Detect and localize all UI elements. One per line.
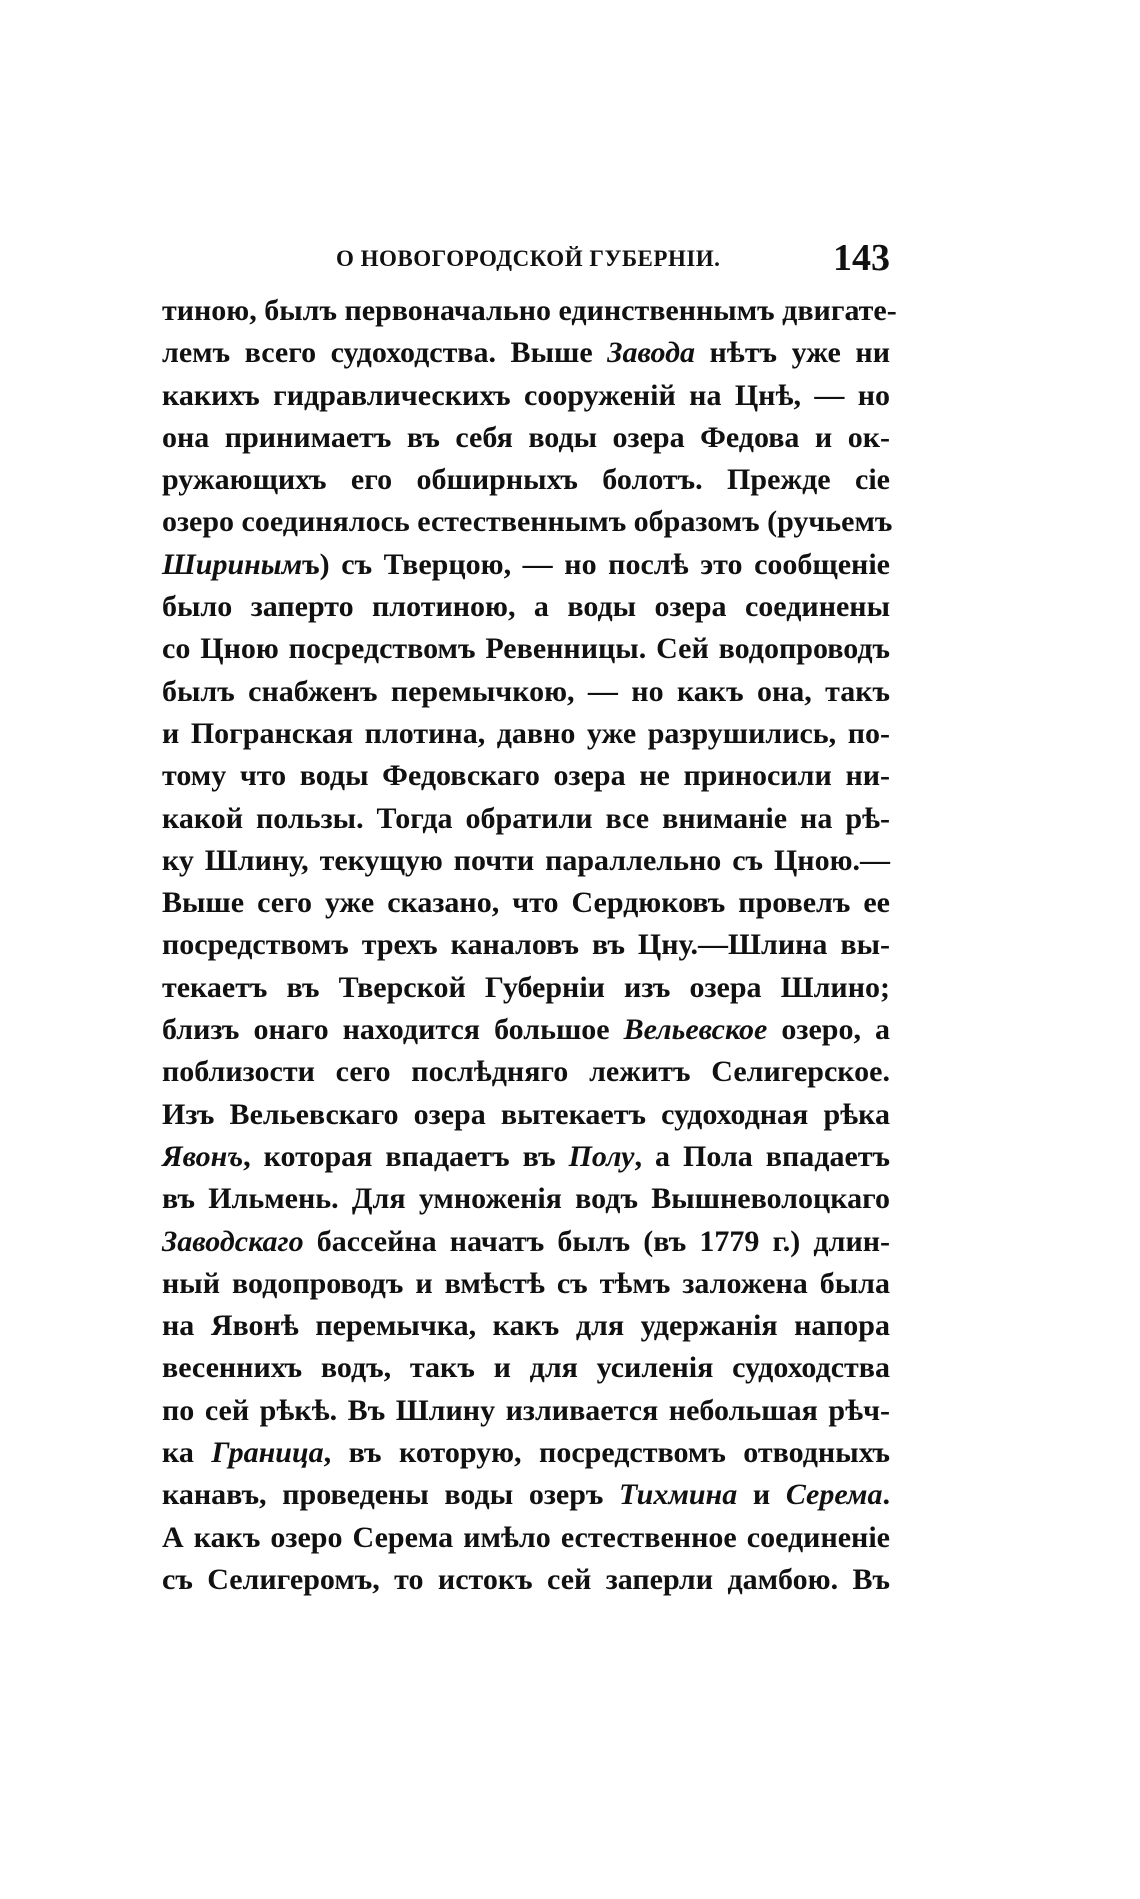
text-segment: тому что воды Федовскаго озера не приносили ни-	[162, 759, 890, 793]
running-head	[162, 238, 890, 282]
text-segment: близъ онаго находится большое	[162, 1013, 624, 1047]
text-segment: и Погранская плотина, давно уже разрушились, по-	[162, 716, 890, 750]
text-line	[162, 544, 890, 586]
text-line	[162, 459, 890, 501]
text-segment: Изъ Вельевскаго озера вытекаетъ судоходная рѣка	[162, 1097, 890, 1131]
text-segment: на Явонѣ перемычка, какъ для удержанія напора	[162, 1309, 890, 1343]
text-segment: бассейна начатъ былъ (въ 1779 г.) длин-	[303, 1224, 890, 1258]
running-head-title: О НОВОГОРОДСКОЙ ГУБЕРНІИ.	[336, 246, 721, 271]
text-segment: ный водопроводъ и вмѣстѣ съ тѣмъ заложена была	[162, 1266, 890, 1300]
text-line	[162, 1517, 890, 1559]
text-line	[162, 501, 893, 543]
text-segment: со Цною посредствомъ Ревенницы. Сей водопроводъ	[162, 632, 890, 666]
text-line	[162, 375, 890, 417]
text-line	[162, 1136, 890, 1178]
text-segment: былъ снабженъ перемычкою, — но какъ она, такъ	[162, 674, 890, 708]
text-segment: А какъ озеро Серема имѣло естественное соединеніе	[162, 1520, 890, 1554]
text-segment: по сей рѣкѣ. Въ Шлину изливается небольшая рѣч-	[162, 1393, 890, 1427]
italic-text-segment: Заводскаго	[162, 1224, 304, 1258]
text-segment: канавъ, проведены воды озеръ	[162, 1478, 620, 1512]
text-line	[162, 713, 890, 755]
text-line	[162, 755, 890, 797]
text-line	[162, 1263, 890, 1305]
italic-text-segment: Вельевское	[623, 1013, 768, 1047]
text-line	[162, 1178, 890, 1220]
text-line	[162, 290, 897, 332]
text-line	[162, 332, 890, 374]
text-line	[162, 1305, 890, 1347]
text-segment: Выше сего уже сказано, что Сердюковъ провелъ ее	[162, 886, 890, 920]
italic-text-segment: Явонъ	[162, 1139, 244, 1173]
text-segment: лемъ всего судоходства. Выше	[162, 336, 608, 370]
italic-text-segment: Полу	[568, 1139, 635, 1173]
italic-text-segment: Завода	[607, 336, 695, 370]
italic-text-segment: Тихмина	[619, 1478, 738, 1512]
text-segment: въ Ильмень. Для умноженія водъ Вышневолоцкаго	[162, 1182, 890, 1216]
text-line	[162, 1094, 890, 1136]
text-line	[162, 628, 890, 670]
text-segment: ъ) съ Тверцою, — но послѣ это сообщеніе	[302, 547, 890, 581]
text-line	[162, 1221, 890, 1263]
text-line	[162, 1390, 890, 1432]
text-segment: текаетъ въ Тверской Губерніи изъ озера Шлино;	[162, 970, 890, 1004]
text-segment: какой пользы. Тогда обратили все вниманіе на рѣ-	[162, 801, 890, 835]
text-segment: посредствомъ трехъ каналовъ въ Цну.—Шлина вы-	[162, 928, 890, 962]
text-line	[162, 1432, 890, 1474]
text-segment: весеннихъ водъ, такъ и для усиленія судоходства	[162, 1351, 890, 1385]
text-line	[162, 924, 890, 966]
text-line	[162, 798, 890, 840]
text-line	[162, 586, 890, 628]
text-segment: какихъ гидравлическихъ сооруженій на Цнѣ, — но	[162, 378, 890, 412]
text-line	[162, 1559, 890, 1601]
text-segment: .	[882, 1478, 890, 1512]
italic-text-segment: Серема	[785, 1478, 883, 1512]
page-number: 143	[833, 237, 890, 279]
text-segment: ружающихъ его обширныхъ болотъ. Прежде сіе	[162, 463, 890, 497]
text-segment: поблизости сего послѣдняго лежитъ Селигерское.	[162, 1055, 890, 1089]
text-segment: и	[737, 1478, 786, 1512]
italic-text-segment: Шириным	[162, 547, 303, 581]
text-line	[162, 967, 890, 1009]
text-line	[162, 417, 890, 459]
text-line	[162, 1051, 890, 1093]
body-text	[162, 290, 897, 1601]
text-segment: , а Пола впадаетъ	[634, 1139, 890, 1173]
text-segment: было заперто плотиною, а воды озера соединены	[162, 590, 890, 624]
text-segment: съ Селигеромъ, то истокъ сей заперли дамбою. Въ	[162, 1562, 890, 1596]
text-line	[162, 882, 890, 924]
text-line	[162, 1009, 890, 1051]
italic-text-segment: Граница	[211, 1436, 324, 1470]
text-line	[162, 1347, 890, 1389]
text-segment: она принимаетъ въ себя воды озера Федова и ок-	[162, 420, 890, 454]
text-segment: тиною, былъ первоначально единственнымъ двигате-	[162, 294, 897, 327]
text-line	[162, 671, 890, 713]
text-segment: озеро, а	[767, 1013, 890, 1047]
text-line	[162, 1474, 890, 1516]
text-segment: нѣтъ уже ни	[694, 336, 890, 370]
text-segment: ка	[162, 1436, 212, 1470]
text-segment: озеро соединялось естественнымъ образомъ (ручьемъ	[162, 505, 893, 539]
text-segment: , въ которую, посредствомъ отводныхъ	[323, 1436, 890, 1470]
text-segment: , которая впадаетъ въ	[243, 1139, 569, 1173]
text-segment: ку Шлину, текущую почти параллельно съ Цною.—	[162, 843, 890, 877]
text-line	[162, 840, 890, 882]
